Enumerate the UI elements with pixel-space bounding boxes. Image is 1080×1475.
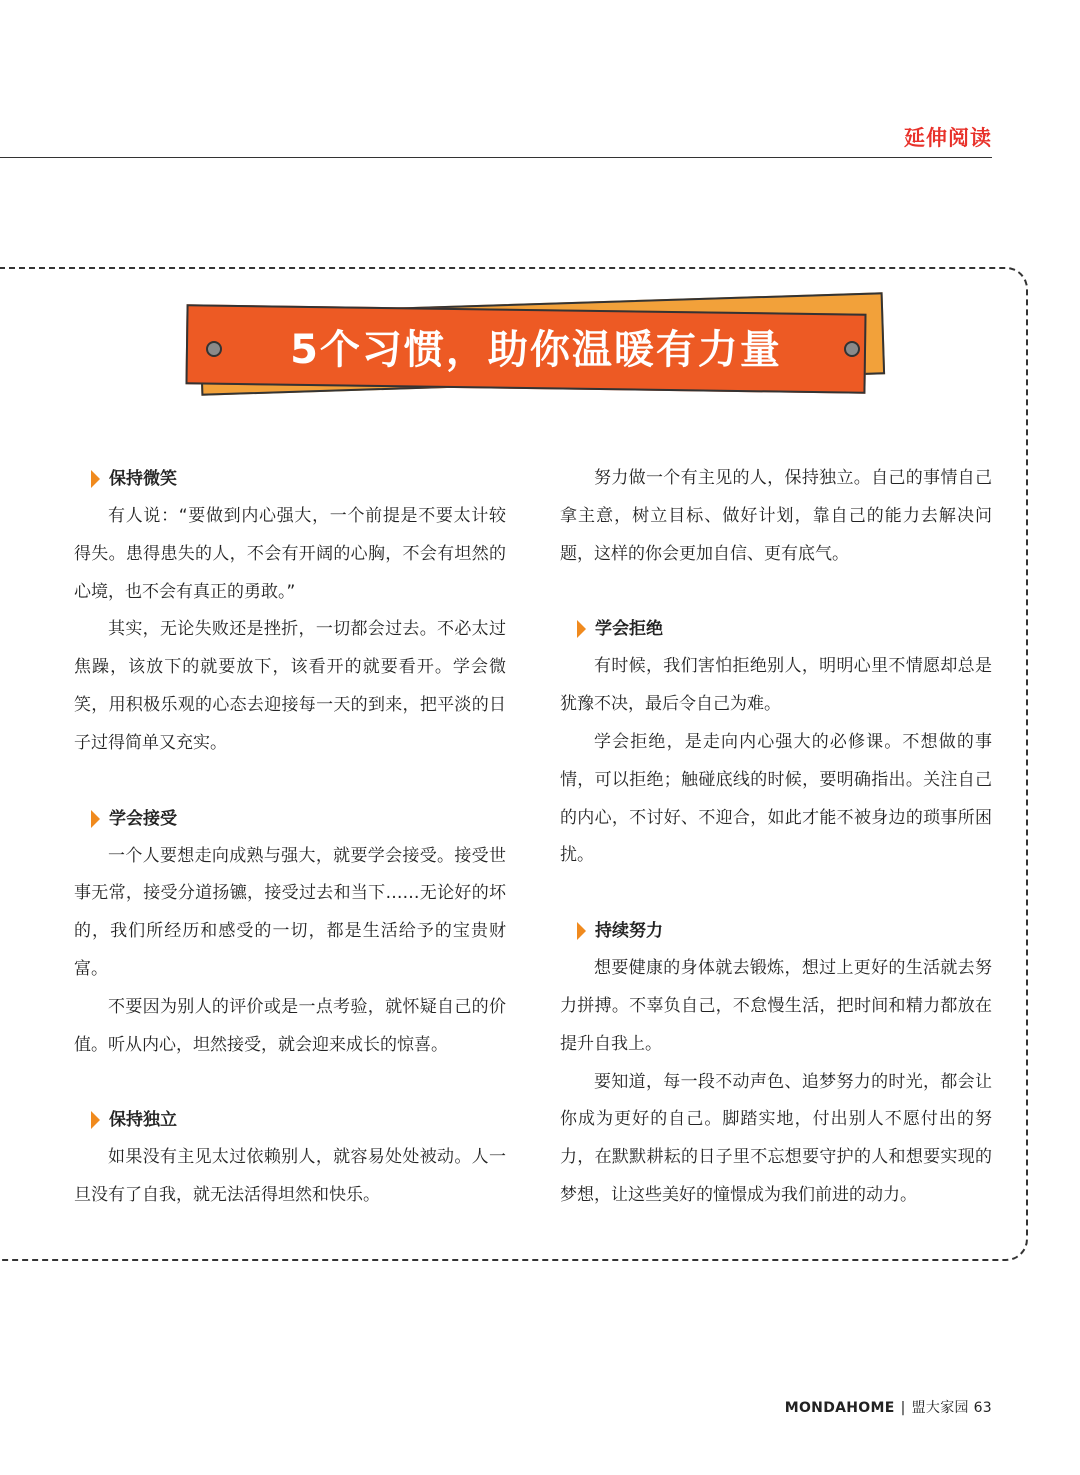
footer-magazine: 盟大家园	[911, 1400, 969, 1416]
paragraph: 不要因为别人的评价或是一点考验，就怀疑自己的价值。听从内心，坦然接受，就会迎来成长的惊喜。	[74, 996, 506, 1055]
article-title: 5个习惯，助你温暖有力量	[290, 327, 782, 373]
paragraph: 有人说：“要做到内心强大，一个前提是不要太计较得失。患得患失的人，不会有开阔的心胸，不会有坦然的心境，也不会有真正的勇敢。”	[74, 506, 506, 602]
paragraph: 其实，无论失败还是挫折，一切都会过去。不必太过焦躁，该放下的就要放下，该看开的就要看开。学会微笑，用积极乐观的心态去迎接每一天的到来，把平淡的日子过得简单又充实。	[74, 619, 506, 753]
triangle-bullet-icon	[577, 620, 586, 638]
footer-separator: |	[900, 1400, 906, 1416]
section-heading-independent	[74, 1101, 506, 1139]
section-heading-refuse	[560, 610, 992, 648]
title-banner	[176, 297, 896, 397]
heading-text: 保持独立	[109, 1110, 177, 1131]
right-column	[560, 460, 992, 1215]
paragraph: 努力做一个有主见的人，保持独立。自己的事情自己拿主意，树立目标、做好计划，靠自己的能力去解决问题，这样的你会更加自信、更有底气。	[560, 468, 992, 564]
section-heading-accept	[74, 800, 506, 838]
heading-text: 学会接受	[109, 808, 177, 829]
paragraph: 一个人要想走向成熟与强大，就要学会接受。接受世事无常，接受分道扬镳，接受过去和当下……无论好的坏的，我们所经历和感受的一切，都是生活给予的宝贵财富。	[74, 845, 506, 979]
paragraph: 要知道，每一段不动声色、追梦努力的时光，都会让你成为更好的自己。脚踏实地，付出别人不愿付出的努力，在默默耕耘的日子里不忘想要守护的人和想要实现的梦想，让这些美好的憧憬成为我们前进的动力。	[560, 1071, 992, 1205]
paragraph: 想要健康的身体就去锻炼，想过上更好的生活就去努力拼搏。不辜负自己，不怠慢生活，把时间和精力都放在提升自我上。	[560, 958, 992, 1054]
triangle-bullet-icon	[577, 922, 586, 940]
page-footer	[785, 1397, 992, 1417]
footer-brand: MONDAHOME	[784, 1400, 895, 1416]
section-label: 延伸阅读	[904, 126, 992, 150]
heading-text: 保持微笑	[109, 469, 177, 489]
section-heading-effort	[560, 912, 992, 950]
paragraph: 有时候，我们害怕拒绝别人，明明心里不情愿却总是犹豫不决，最后令自己为难。	[560, 656, 992, 715]
triangle-bullet-icon	[91, 1111, 100, 1129]
left-column	[74, 460, 506, 1215]
heading-text: 持续努力	[595, 921, 663, 942]
triangle-bullet-icon	[91, 810, 100, 828]
page-number: 63	[973, 1400, 992, 1416]
heading-text: 学会拒绝	[595, 619, 663, 640]
triangle-bullet-icon	[91, 470, 100, 488]
paragraph: 如果没有主见太过依赖别人，就容易处处被动。人一旦没有了自我，就无法活得坦然和快乐。	[74, 1147, 506, 1206]
section-heading-smile	[74, 460, 506, 498]
paragraph: 学会拒绝，是走向内心强大的必修课。不想做的事情，可以拒绝；触碰底线的时候，要明确指出。关注自己的内心，不讨好、不迎合，如此才能不被身边的琐事所困扰。	[560, 731, 992, 866]
header-rule	[0, 157, 992, 158]
